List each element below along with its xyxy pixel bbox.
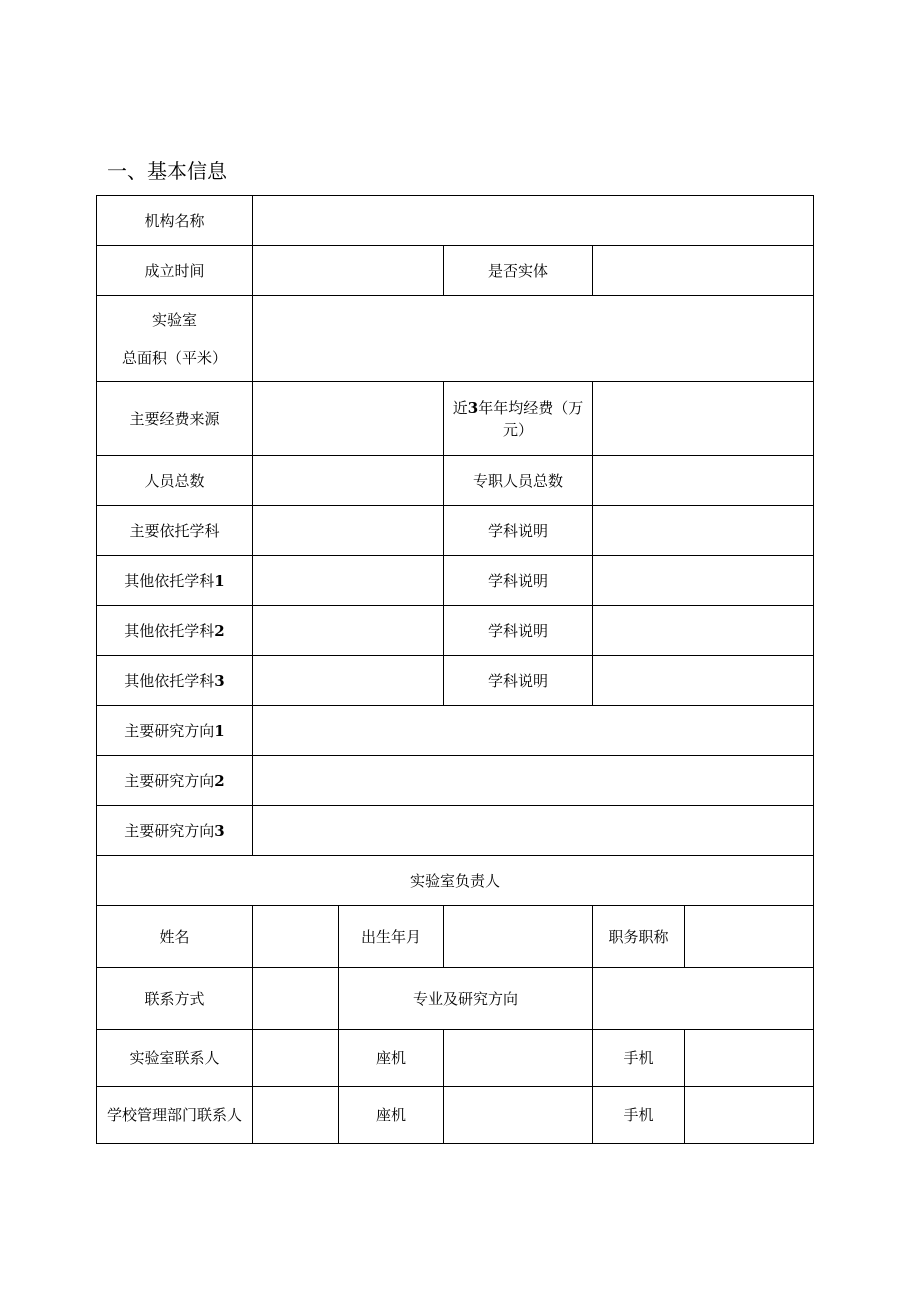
label-lab-contact: 实验室联系人 <box>97 1030 253 1087</box>
field-other-discipline-1[interactable] <box>253 556 444 606</box>
row-head-info <box>97 906 814 968</box>
label-research-direction-num: 3 <box>214 821 225 840</box>
label-lab-head: 实验室负责人 <box>97 856 814 906</box>
basic-info-table <box>96 195 814 1144</box>
label-research-direction-num: 2 <box>214 771 225 790</box>
label-research-direction-3 <box>97 806 253 856</box>
row-other-discipline-3 <box>97 656 814 706</box>
row-funding <box>97 382 814 456</box>
label-avg-funding-post: 年年均经费（万元） <box>478 398 584 439</box>
label-other-discipline-num: 3 <box>214 671 225 690</box>
label-other-discipline-text: 其他依托学科 <box>124 571 215 590</box>
row-main-discipline <box>97 506 814 556</box>
field-name[interactable] <box>253 906 339 968</box>
label-staff-total: 人员总数 <box>97 456 253 506</box>
row-head-contact <box>97 968 814 1030</box>
section-title: 一、基本信息 <box>107 159 227 183</box>
field-school-contact-mobile[interactable] <box>685 1087 814 1144</box>
field-main-discipline[interactable] <box>253 506 444 556</box>
field-major-direction[interactable] <box>593 968 814 1030</box>
row-other-discipline-1 <box>97 556 814 606</box>
row-research-direction-2 <box>97 756 814 806</box>
field-birth[interactable] <box>444 906 593 968</box>
label-school-contact: 学校管理部门联系人 <box>97 1087 253 1144</box>
label-mobile: 手机 <box>593 1030 685 1087</box>
label-lab-area <box>97 296 253 382</box>
label-discipline-note: 学科说明 <box>444 606 593 656</box>
label-research-direction-text: 主要研究方向 <box>124 821 215 840</box>
label-other-discipline-num: 2 <box>214 621 225 640</box>
label-lab-area-line2: 总面积（平米） <box>121 348 227 367</box>
row-org-name <box>97 196 814 246</box>
field-staff-total[interactable] <box>253 456 444 506</box>
label-research-direction-1 <box>97 706 253 756</box>
label-landline: 座机 <box>339 1087 444 1144</box>
label-other-discipline-num: 1 <box>214 571 225 590</box>
field-school-contact-name[interactable] <box>253 1087 339 1144</box>
row-lab-area <box>97 296 814 382</box>
row-lab-head-header <box>97 856 814 906</box>
field-title[interactable] <box>685 906 814 968</box>
field-is-entity[interactable] <box>593 246 814 296</box>
row-school-contact <box>97 1087 814 1144</box>
field-lab-contact-name[interactable] <box>253 1030 339 1087</box>
field-main-discipline-note[interactable] <box>593 506 814 556</box>
label-avg-funding <box>444 382 593 456</box>
label-research-direction-text: 主要研究方向 <box>124 721 215 740</box>
label-other-discipline-text: 其他依托学科 <box>124 671 215 690</box>
row-staff <box>97 456 814 506</box>
label-discipline-note: 学科说明 <box>444 506 593 556</box>
label-name: 姓名 <box>97 906 253 968</box>
field-contact[interactable] <box>253 968 339 1030</box>
label-research-direction-2 <box>97 756 253 806</box>
label-discipline-note: 学科说明 <box>444 656 593 706</box>
field-other-discipline-2[interactable] <box>253 606 444 656</box>
label-landline: 座机 <box>339 1030 444 1087</box>
label-discipline-note: 学科说明 <box>444 556 593 606</box>
field-lab-contact-landline[interactable] <box>444 1030 593 1087</box>
row-other-discipline-2 <box>97 606 814 656</box>
field-funding-source[interactable] <box>253 382 444 456</box>
label-title: 职务职称 <box>593 906 685 968</box>
row-established <box>97 246 814 296</box>
row-research-direction-1 <box>97 706 814 756</box>
field-established[interactable] <box>253 246 444 296</box>
field-other-discipline-1-note[interactable] <box>593 556 814 606</box>
field-research-direction-1[interactable] <box>253 706 814 756</box>
field-research-direction-3[interactable] <box>253 806 814 856</box>
label-established: 成立时间 <box>97 246 253 296</box>
label-mobile: 手机 <box>593 1087 685 1144</box>
label-lab-area-line1: 实验室 <box>151 310 197 329</box>
field-avg-funding[interactable] <box>593 382 814 456</box>
field-fulltime-total[interactable] <box>593 456 814 506</box>
field-other-discipline-2-note[interactable] <box>593 606 814 656</box>
label-other-discipline-3 <box>97 656 253 706</box>
label-avg-funding-num: 3 <box>467 398 479 417</box>
field-other-discipline-3-note[interactable] <box>593 656 814 706</box>
field-lab-contact-mobile[interactable] <box>685 1030 814 1087</box>
row-research-direction-3 <box>97 806 814 856</box>
label-fulltime-total: 专职人员总数 <box>444 456 593 506</box>
label-research-direction-text: 主要研究方向 <box>124 771 215 790</box>
label-major-direction: 专业及研究方向 <box>339 968 593 1030</box>
label-other-discipline-2 <box>97 606 253 656</box>
label-avg-funding-pre: 近 <box>452 398 468 417</box>
field-lab-area[interactable] <box>253 296 814 382</box>
label-contact: 联系方式 <box>97 968 253 1030</box>
field-research-direction-2[interactable] <box>253 756 814 806</box>
field-org-name[interactable] <box>253 196 814 246</box>
label-org-name: 机构名称 <box>97 196 253 246</box>
label-research-direction-num: 1 <box>214 721 225 740</box>
field-school-contact-landline[interactable] <box>444 1087 593 1144</box>
field-other-discipline-3[interactable] <box>253 656 444 706</box>
label-other-discipline-1 <box>97 556 253 606</box>
label-funding-source: 主要经费来源 <box>97 382 253 456</box>
label-other-discipline-text: 其他依托学科 <box>124 621 215 640</box>
label-main-discipline: 主要依托学科 <box>97 506 253 556</box>
label-birth: 出生年月 <box>339 906 444 968</box>
row-lab-contact <box>97 1030 814 1087</box>
label-is-entity: 是否实体 <box>444 246 593 296</box>
